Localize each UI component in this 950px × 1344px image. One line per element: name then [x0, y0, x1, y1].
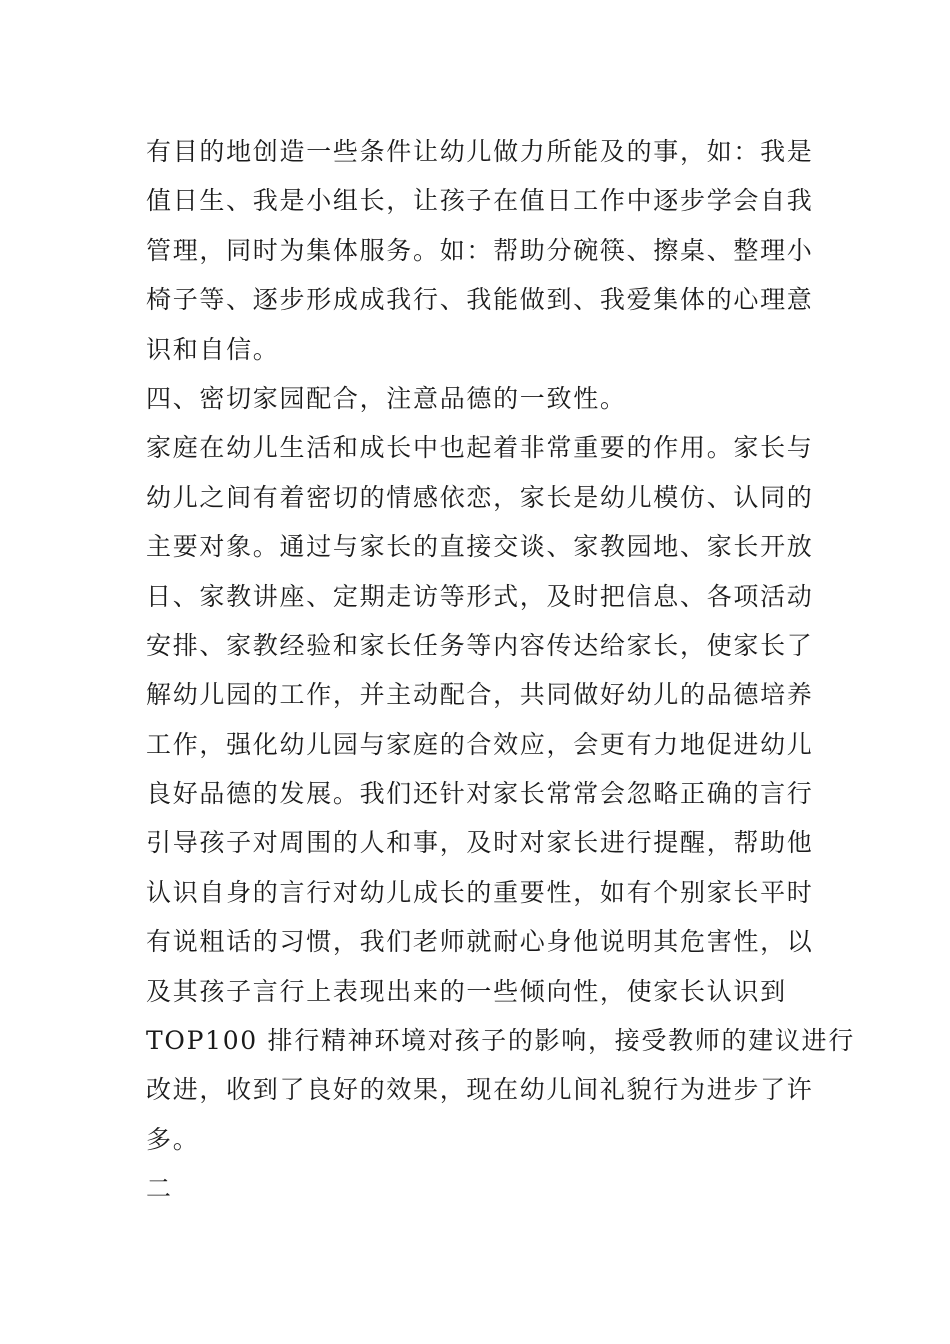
text-line: 工作，强化幼儿园与家庭的合效应，会更有力地促进幼儿: [146, 729, 814, 759]
section-number: 二: [146, 1174, 173, 1204]
text-line: 良好品德的发展。我们还针对家长常常会忽略正确的言行: [146, 779, 814, 809]
text-line: 管理，同时为集体服务。如：帮助分碗筷、擦桌、整理小: [146, 235, 814, 265]
text-line: 椅子等、逐步形成成我行、我能做到、我爱集体的心理意: [146, 285, 814, 315]
text-line: TOP100 排行精神环境对孩子的影响，接受教师的建议进行: [146, 1026, 855, 1056]
text-line: 幼儿之间有着密切的情感依恋，家长是幼儿模仿、认同的: [146, 482, 814, 512]
text-line: 值日生、我是小组长，让孩子在值日工作中逐步学会自我: [146, 186, 814, 216]
text-line: 解幼儿园的工作，并主动配合，共同做好幼儿的品德培养: [146, 680, 814, 710]
text-line: 及其孩子言行上表现出来的一些倾向性，使家长认识到: [146, 976, 787, 1006]
document-body: [146, 127, 855, 1214]
text-line: 有说粗话的习惯，我们老师就耐心身他说明其危害性，以: [146, 927, 814, 957]
text-line: 主要对象。通过与家长的直接交谈、家教园地、家长开放: [146, 532, 814, 562]
text-line: 家庭在幼儿生活和成长中也起着非常重要的作用。家长与: [146, 433, 814, 463]
section-heading: 四、密切家园配合，注意品德的一致性。: [146, 383, 627, 413]
text-line: 识和自信。: [146, 334, 280, 364]
text-line: 引导孩子对周围的人和事，及时对家长进行提醒，帮助他: [146, 828, 814, 858]
text-line: 改进，收到了良好的效果，现在幼儿间礼貌行为进步了许: [146, 1075, 814, 1105]
text-line: 有目的地创造一些条件让幼儿做力所能及的事，如：我是: [146, 137, 814, 166]
text-line: 日、家教讲座、定期走访等形式，及时把信息、各项活动: [146, 581, 814, 611]
text-line: 安排、家教经验和家长任务等内容传达给家长，使家长了: [146, 630, 814, 660]
text-line: 认识自身的言行对幼儿成长的重要性，如有个别家长平时: [146, 877, 814, 907]
text-line: 多。: [146, 1124, 200, 1154]
